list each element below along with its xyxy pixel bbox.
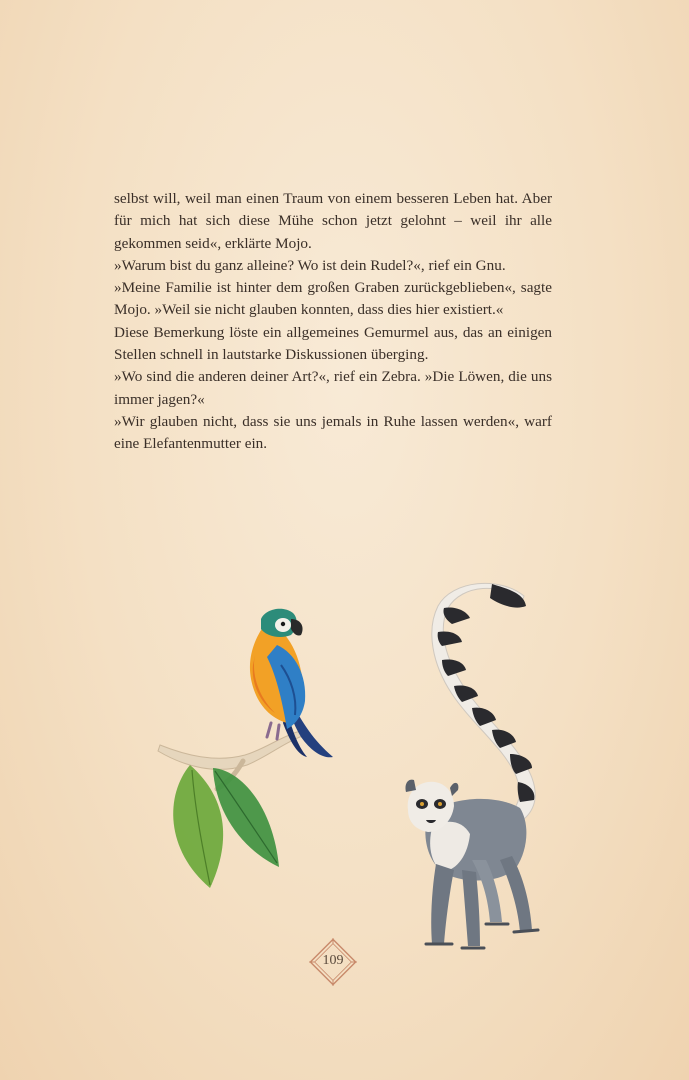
page-number-badge	[307, 936, 359, 988]
lemur-illustration	[392, 578, 562, 968]
paragraph: Diese Bemerkung löste ein allgemeines Gemurmel aus, das an einigen Stellen schnell in lautstarke Diskussionen überging.	[114, 323, 552, 364]
lemur-tail	[432, 583, 535, 822]
body-text	[114, 188, 552, 456]
paragraph: selbst will, weil man einen Traum von einem besseren Leben hat. Aber für mich hat sich diese Mühe schon jetzt gelohnt – weil ihr alle gekommen seid«, erklärte Mojo.	[114, 190, 552, 252]
page-number: 109	[322, 953, 344, 968]
paragraph: »Warum bist du ganz alleine? Wo ist dein Rudel?«, rief ein Gnu.	[114, 256, 506, 274]
parrot-illustration	[155, 605, 345, 895]
paragraph: »Wo sind die anderen deiner Art?«, rief ein Zebra. »Die Löwen, die uns immer jagen?«	[114, 368, 552, 408]
paragraph: »Meine Familie ist hinter dem großen Graben zurückgeblieben«, sagte Mojo. »Weil sie nicht glauben konnten, dass dies hier existiert.«	[114, 279, 552, 319]
paragraph: »Wir glauben nicht, dass sie uns jemals in Ruhe lassen werden«, warf eine Elefantenmutter ein.	[114, 412, 552, 453]
